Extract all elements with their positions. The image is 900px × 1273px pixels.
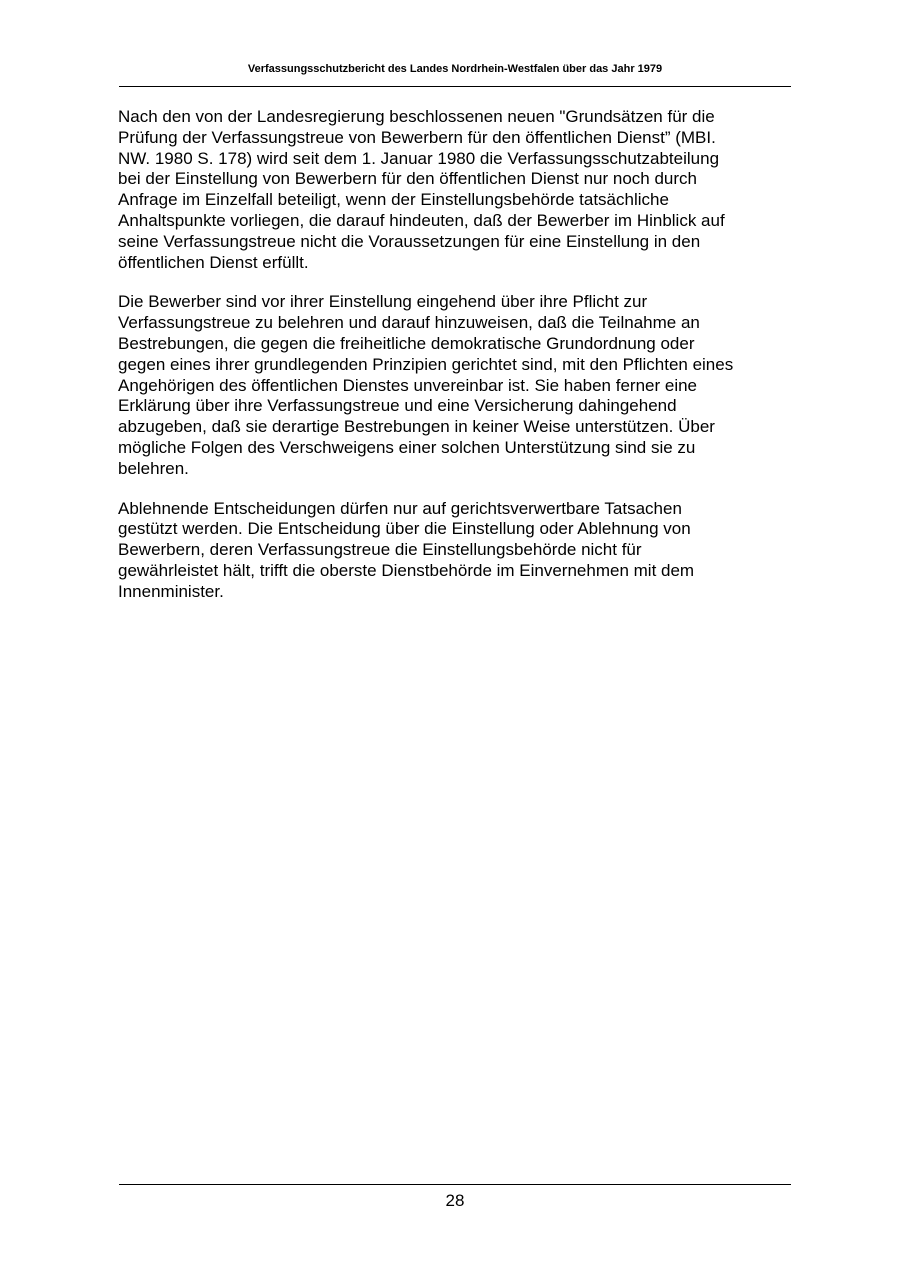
text-line: Nach den von der Landesregierung beschlossenen neuen "Grundsätzen für die xyxy=(118,107,715,126)
text-line: Bestrebungen, die gegen die freiheitliche demokratische Grundordnung oder xyxy=(118,333,695,353)
text-line: seine Verfassungstreue nicht die Voraussetzungen für eine Einstellung in den xyxy=(118,231,701,251)
paragraph-3 xyxy=(118,499,798,603)
text-line: mögliche Folgen des Verschweigens einer solchen Unterstützung sind sie zu xyxy=(118,437,696,457)
footer-rule xyxy=(119,1184,791,1185)
text-line: Prüfung der Verfassungstreue von Bewerbern für den öffentlichen Dienst” (MBI. xyxy=(118,127,716,147)
paragraph-2 xyxy=(118,292,798,479)
text-line: Angehörigen des öffentlichen Dienstes unvereinbar ist. Sie haben ferner eine xyxy=(118,375,698,395)
header-rule xyxy=(119,86,791,87)
text-line: Ablehnende Entscheidungen dürfen nur auf gerichtsverwertbare Tatsachen xyxy=(118,498,682,518)
text-line: Bewerbern, deren Verfassungstreue die Einstellungsbehörde nicht für xyxy=(118,540,642,560)
text-line: abzugeben, daß sie derartige Bestrebungen in keiner Weise unterstützen. Über xyxy=(118,417,715,437)
text-line: Anhaltspunkte vorliegen, die darauf hindeuten, daß der Bewerber im Hinblick auf xyxy=(118,210,725,230)
text-line: gestützt werden. Die Entscheidung über die Einstellung oder Ablehnung von xyxy=(118,519,691,539)
text-line: öffentlichen Dienst erfüllt. xyxy=(118,252,309,272)
body-text xyxy=(118,107,798,622)
text-line: bei der Einstellung von Bewerbern für den öffentlichen Dienst nur noch durch xyxy=(118,169,697,189)
running-header: Verfassungsschutzbericht des Landes Nordrhein-Westfalen über das Jahr 1979 xyxy=(247,63,663,75)
text-line: gegen eines ihrer grundlegenden Prinzipien gerichtet sind, mit den Pflichten eines xyxy=(118,354,734,374)
text-line: gewährleistet hält, trifft die oberste Dienstbehörde im Einvernehmen mit dem xyxy=(118,560,695,580)
text-line: NW. 1980 S. 178) wird seit dem 1. Januar 1980 die Verfassungsschutzabteilung xyxy=(118,148,720,168)
text-line: Erklärung über ihre Verfassungstreue und eine Versicherung dahingehend xyxy=(118,396,677,416)
text-line: Innenminister. xyxy=(118,581,224,601)
page-number: 28 xyxy=(445,1191,465,1210)
text-line: belehren. xyxy=(118,458,189,478)
paragraph-1 xyxy=(118,107,798,273)
text-line: Verfassungstreue zu belehren und darauf hinzuweisen, daß die Teilnahme an xyxy=(118,313,700,333)
text-line: Anfrage im Einzelfall beteiligt, wenn der Einstellungsbehörde tatsächliche xyxy=(118,190,669,210)
text-line: Die Bewerber sind vor ihrer Einstellung eingehend über ihre Pflicht zur xyxy=(118,292,648,312)
